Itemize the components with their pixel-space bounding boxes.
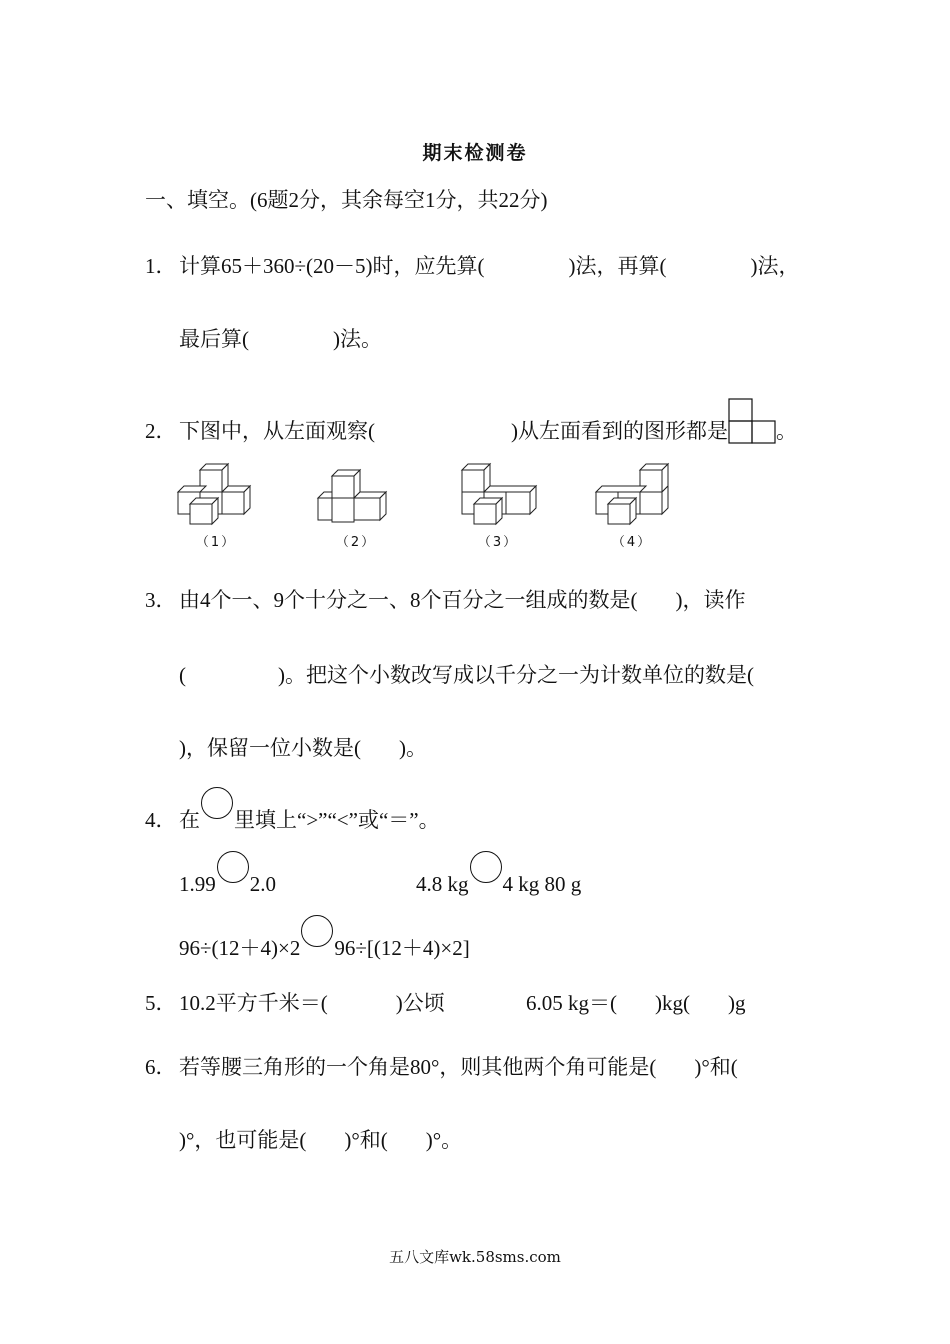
question-4-expr-2: 4.8 kg 4 kg 80 g [416,861,581,898]
question-5-line-1: 5． 10.2平方千米＝( )公顷 [145,991,445,1015]
question-2-line-1: 2． 下图中，从左面观察( )从左面看到的图形都是 。 [145,398,797,445]
question-3-line-2: ( )。把这个小数改写成以千分之一为计数单位的数是( [179,663,754,687]
cube-figure-4 [594,462,674,526]
question-number: 1． [145,254,177,278]
compare-circle-2[interactable] [470,851,502,883]
question-number: 4． [145,808,177,832]
left-view-shape-icon [728,398,776,444]
compare-circle-3[interactable] [301,915,333,947]
compare-circle-icon [201,787,233,819]
question-4-expr-1: 1.99 2.0 [179,861,276,898]
question-4-line-1: 4． 在 里填上“>”“<”或“＝”。 [145,797,440,834]
section-heading: 一、填空。(6题2分，其余每空1分，共22分) [145,188,548,212]
figure-label-2: （2） [335,535,377,550]
question-4-expr-3: 96÷(12＋4)×2 96÷[(12＋4)×2] [179,925,470,962]
figure-label-1: （1） [195,535,237,550]
question-number: 5． [145,991,177,1015]
question-3-line-1: 3． 由4个一、9个十分之一、8个百分之一组成的数是( )，读作 [145,588,746,612]
figure-label-4: （4） [611,535,653,550]
question-number: 6． [145,1055,177,1079]
question-1-line-1: 1． 计算65＋360÷(20－5)时，应先算( )法，再算( )法， [145,254,800,278]
cube-figure-1 [176,462,256,526]
question-number: 3． [145,588,177,612]
footer-watermark: 五八文库wk.58sms.com [389,1248,561,1266]
page-title: 期末检测卷 [422,143,528,164]
question-6-line-1: 6． 若等腰三角形的一个角是80°，则其他两个角可能是( )°和( [145,1055,738,1079]
question-3-line-3: )，保留一位小数是( )。 [179,736,427,760]
cube-figure-2 [316,468,396,526]
question-5-line-2: 6.05 kg＝( )kg( )g [526,991,746,1015]
question-1-line-2: 最后算( )法。 [179,327,382,351]
compare-circle-1[interactable] [217,851,249,883]
question-6-line-2: )°，也可能是( )°和( )°。 [179,1128,463,1152]
figure-label-3: （3） [477,535,519,550]
cube-figure-3 [460,462,542,526]
question-number: 2． [145,419,177,443]
